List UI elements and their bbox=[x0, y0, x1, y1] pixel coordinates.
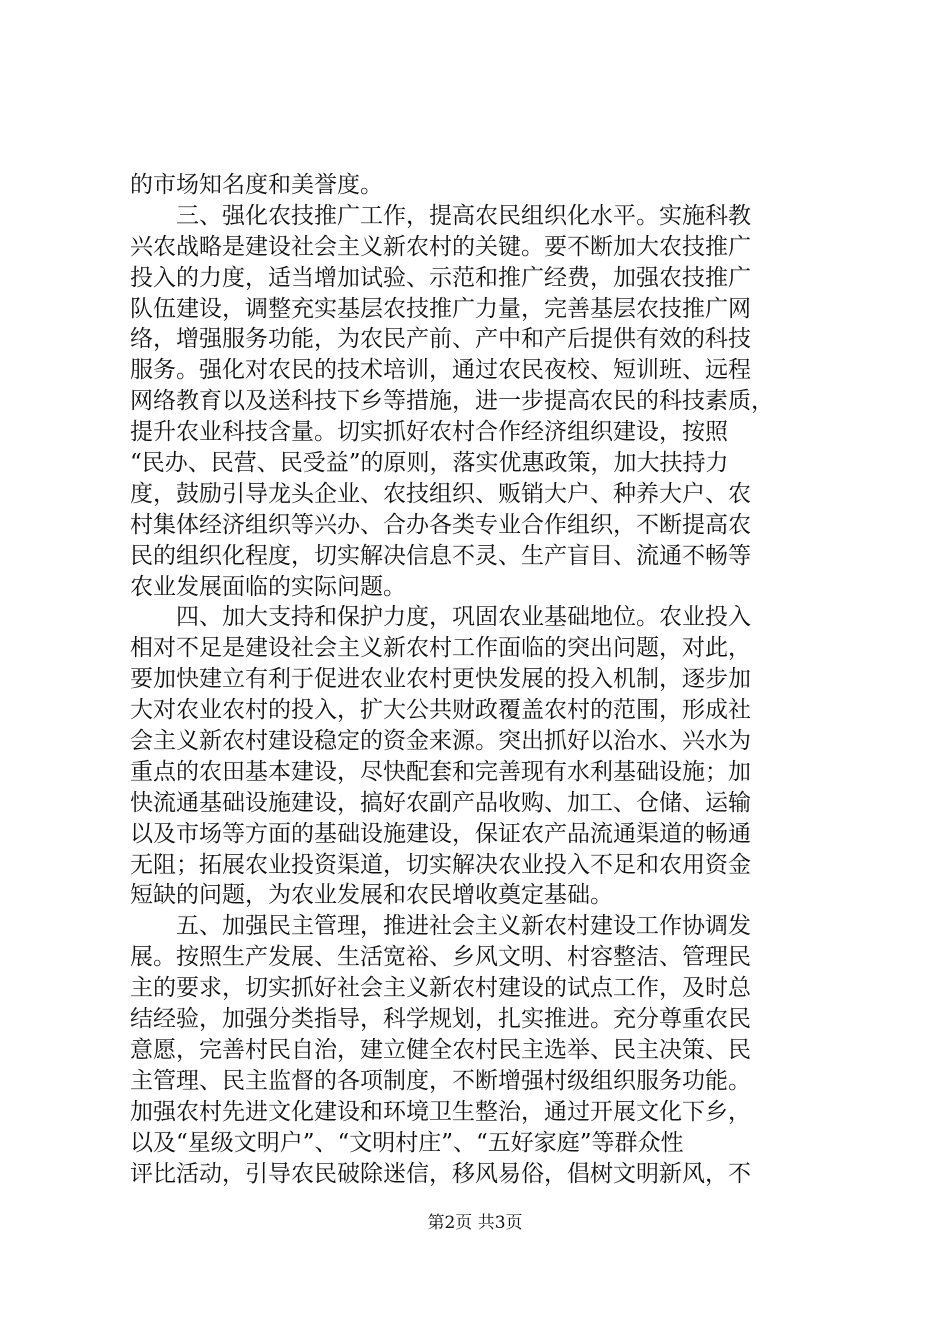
text-line: 村集体经济组织等兴办、合办各类专业合作组织，不断提高农 bbox=[130, 511, 751, 538]
text-line: 展。按照生产发展、生活宽裕、乡风文明、村容整洁、管理民 bbox=[130, 944, 751, 971]
text-line: 相对不足是建设社会主义新农村工作面临的突出问题，对此， bbox=[130, 635, 751, 662]
text-line: 网络教育以及送科技下乡等措施，进一步提高农民的科技素质， bbox=[130, 388, 774, 415]
paragraph-first-line: 四、加大支持和保护力度，巩固农业基础地位。农业投入 bbox=[176, 604, 751, 631]
text-line: 度，鼓励引导龙头企业、农技组织、贩销大户、种养大户、农 bbox=[130, 480, 751, 507]
text-line: 加强农村先进文化建设和环境卫生整治，通过开展文化下乡， bbox=[130, 1098, 751, 1125]
text-line: 民的组织化程度，切实解决信息不灵、生产盲目、流通不畅等 bbox=[130, 542, 751, 569]
text-line: 结经验，加强分类指导，科学规划，扎实推进。充分尊重农民 bbox=[130, 1006, 751, 1033]
text-line: 以及市场等方面的基础设施建设，保证农产品流通渠道的畅通 bbox=[130, 820, 751, 847]
text-line: 的市场知名度和美誉度。 bbox=[130, 172, 383, 198]
text-line: 要加快建立有利于促进农业农村更快发展的投入机制，逐步加 bbox=[130, 666, 751, 693]
text-line: 无阻；拓展农业投资渠道，切实解决农业投入不足和农用资金 bbox=[130, 851, 751, 878]
text-line: 重点的农田基本建设，尽快配套和完善现有水利基础设施；加 bbox=[130, 758, 751, 785]
text-line: 以及“星级文明户”、“文明村庄”、“五好家庭”等群众性 bbox=[130, 1129, 684, 1156]
text-line: 主管理、民主监督的各项制度，不断增强村级组织服务功能。 bbox=[130, 1067, 751, 1094]
text-line: 农业发展面临的实际问题。 bbox=[130, 573, 406, 600]
text-line: 主的要求，切实抓好社会主义新农村建设的试点工作，及时总 bbox=[130, 975, 751, 1002]
text-line: 提升农业科技含量。切实抓好农村合作经济组织建设，按照 bbox=[130, 419, 728, 446]
text-line: 意愿，完善村民自治，建立健全农村民主选举、民主决策、民 bbox=[130, 1036, 751, 1063]
text-line: 快流通基础设施建设，搞好农副产品收购、加工、仓储、运输 bbox=[130, 789, 751, 816]
paragraph-first-line: 三、强化农技推广工作，提高农民组织化水平。实施科教 bbox=[176, 202, 751, 229]
text-line: 兴农战略是建设社会主义新农村的关键。要不断加大农技推广 bbox=[130, 233, 751, 260]
text-line: 大对农业农村的投入，扩大公共财政覆盖农村的范围，形成社 bbox=[130, 697, 751, 724]
text-line: 会主义新农村建设稳定的资金来源。突出抓好以治水、兴水为 bbox=[130, 728, 751, 755]
text-line: 服务。强化对农民的技术培训，通过农民夜校、短训班、远程 bbox=[130, 357, 751, 384]
text-line: 短缺的问题，为农业发展和农民增收奠定基础。 bbox=[130, 882, 613, 909]
text-line: 评比活动，引导农民破除迷信，移风易俗，倡树文明新风，不 bbox=[130, 1160, 751, 1187]
text-line: 络，增强服务功能，为农民产前、产中和产后提供有效的科技 bbox=[130, 326, 751, 353]
text-line: 投入的力度，适当增加试验、示范和推广经费，加强农技推广 bbox=[130, 264, 751, 291]
body-text bbox=[130, 170, 830, 1189]
paragraph-first-line: 五、加强民主管理，推进社会主义新农村建设工作协调发 bbox=[176, 913, 751, 940]
text-line: “民办、民营、民受益”的原则，落实优惠政策，加大扶持力 bbox=[130, 450, 729, 477]
text-line: 队伍建设，调整充实基层农技推广力量，完善基层农技推广网 bbox=[130, 295, 751, 322]
page-footer: 第2页 共3页 bbox=[427, 1213, 523, 1233]
